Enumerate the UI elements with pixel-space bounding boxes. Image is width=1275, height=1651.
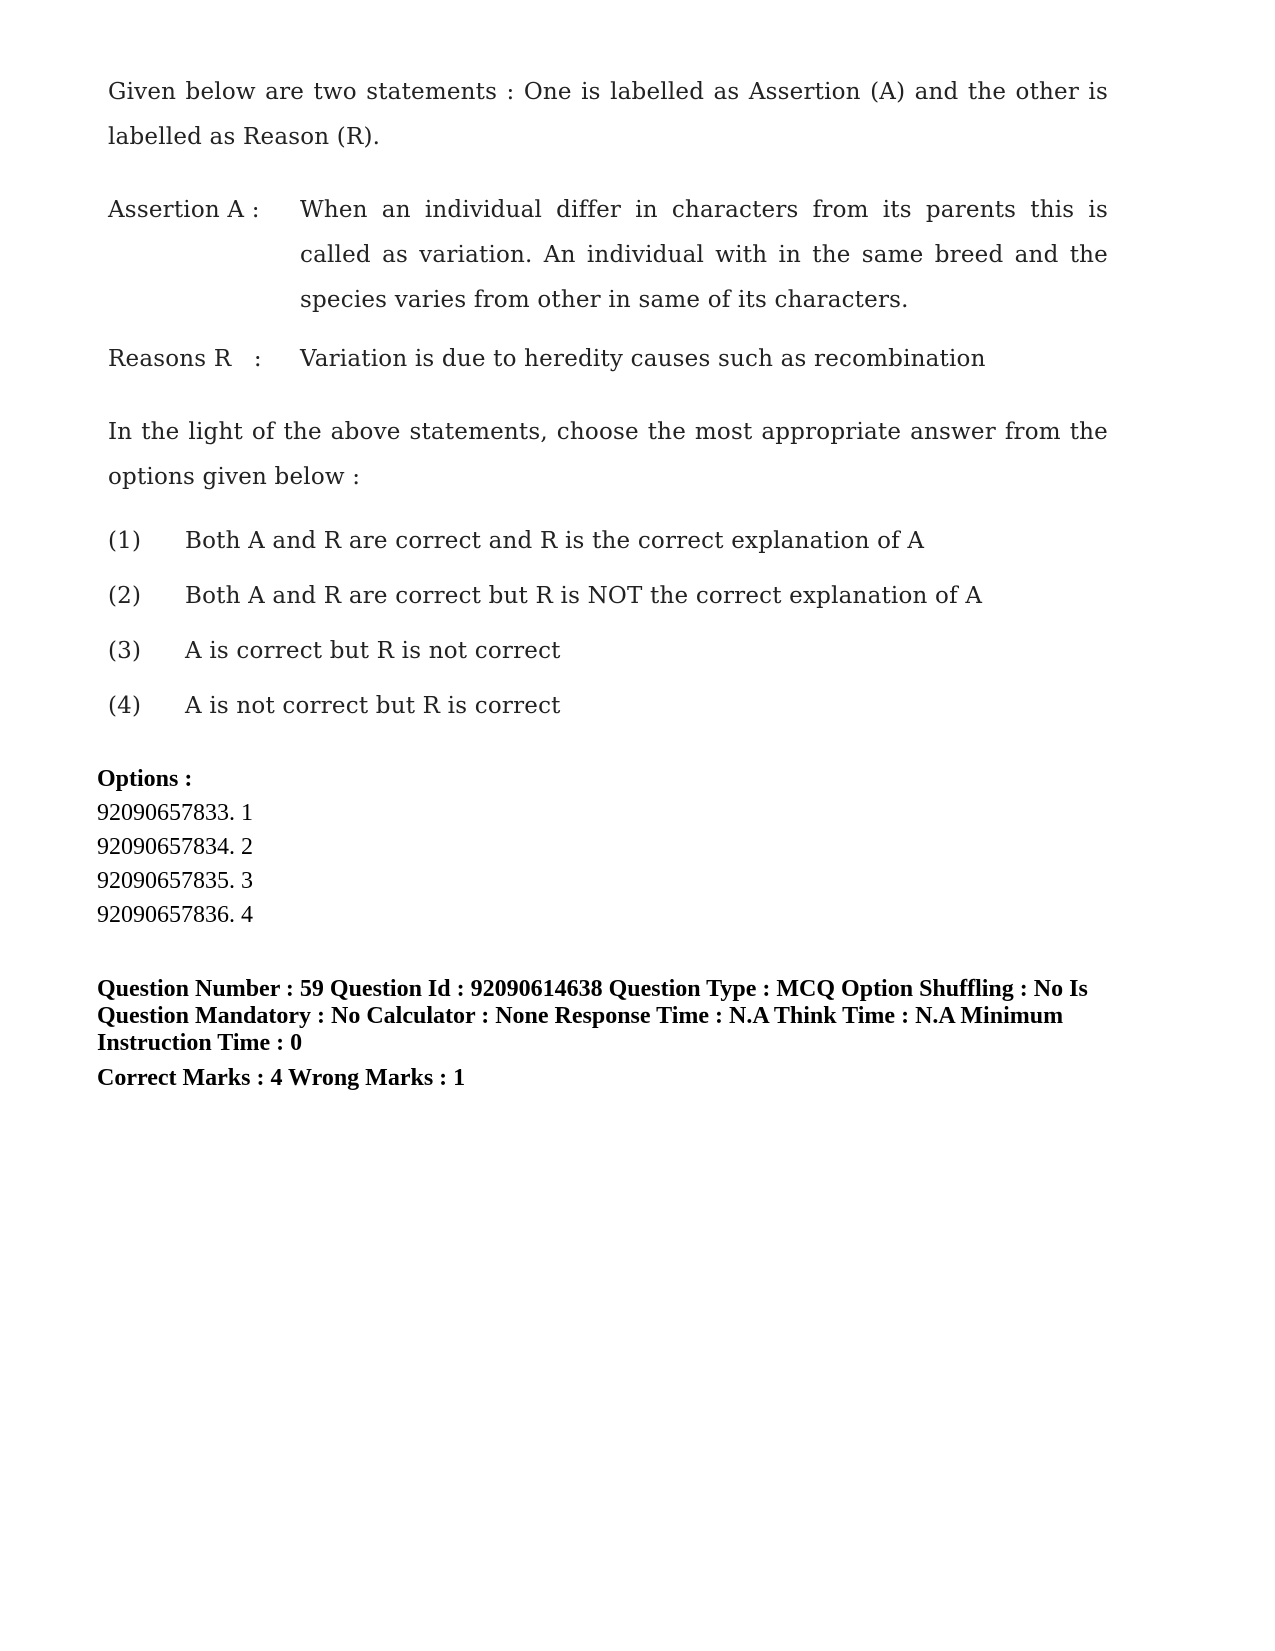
option-id-line: 92090657836. 4 [97, 902, 253, 928]
assertion-label: Assertion A : [108, 197, 260, 223]
option-id-line: 92090657835. 3 [97, 868, 253, 894]
answer-choices [108, 526, 1108, 746]
choice-text: A is not correct but R is correct [185, 693, 561, 719]
choice-number: (3) [108, 638, 142, 664]
reason-statement [108, 337, 1108, 382]
choice-item [108, 691, 1108, 746]
marks-info: Correct Marks : 4 Wrong Marks : 1 [97, 1065, 466, 1091]
reason-text: Variation is due to heredity causes such as recombination [300, 346, 986, 372]
question-instruction: In the light of the above statements, choose the most appropriate answer from the options given below : [108, 419, 1108, 490]
question-intro: Given below are two statements : One is labelled as Assertion (A) and the other is labelled as Reason (R). [108, 79, 1108, 150]
assertion-text: When an individual differ in characters from its parents this is called as variation. An individual with in the same breed and the species varies from other in same of its characters. [300, 197, 1108, 313]
question-metadata [97, 762, 1177, 1093]
choice-number: (1) [108, 528, 142, 554]
choice-item [108, 581, 1108, 636]
question-block [108, 70, 1108, 746]
choice-text: Both A and R are correct and R is the correct explanation of A [185, 528, 925, 554]
choice-item [108, 636, 1108, 691]
option-id-line: 92090657833. 1 [97, 800, 253, 826]
choice-text: A is correct but R is not correct [185, 638, 561, 664]
assertion-statement [108, 188, 1108, 323]
choice-text: Both A and R are correct but R is NOT the correct explanation of A [185, 583, 983, 609]
choice-number: (4) [108, 693, 142, 719]
reason-label: Reasons R : [108, 346, 262, 372]
choice-number: (2) [108, 583, 142, 609]
next-question-info: Question Number : 59 Question Id : 92090614638 Question Type : MCQ Option Shuffling : No Is Question Mandatory : No Calculator : None Response Time : N.A Think Time : N.A Minimum Instruction Time : 0 [97, 976, 1088, 1056]
option-id-line: 92090657834. 2 [97, 834, 253, 860]
choice-item [108, 526, 1108, 581]
options-heading: Options : [97, 766, 193, 792]
